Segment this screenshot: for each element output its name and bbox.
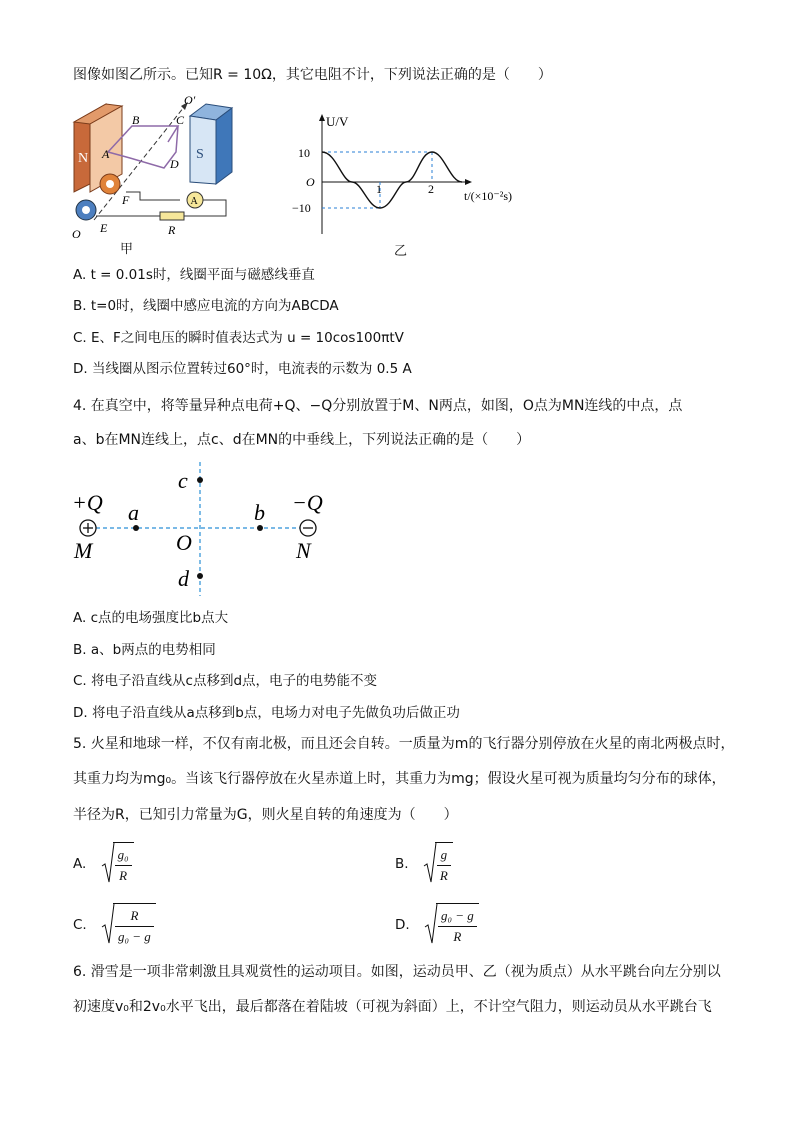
label-b: B <box>132 113 140 127</box>
q4-option-c[interactable]: C. 将电子沿直线从c点移到d点，电子的电势能不变 <box>73 673 378 689</box>
label-c-point: c <box>178 468 188 493</box>
label-m: M <box>74 538 93 563</box>
label-o-prime: O′ <box>184 93 196 107</box>
q6-stem-line2: 初速度v₀和2v₀水平飞出，最后都落在着陆坡（可视为斜面）上，不计空气阻力，则运动员从水平跳台飞 <box>73 999 712 1015</box>
q4-option-a[interactable]: A. c点的电场强度比b点大 <box>73 610 229 626</box>
q4-stem-line1: 4. 在真空中，将等量异种点电荷+Q、−Q分别放置于M、N两点，如图，O点为MN连线的中点，点 <box>73 398 683 414</box>
label-a: A <box>102 147 110 161</box>
ammeter-label: A <box>190 196 198 207</box>
origin-label: O <box>306 175 315 189</box>
magnet-s-label: S <box>196 147 204 162</box>
q5-option-a[interactable]: A. $\frac{\text{g₀}}{R}$ <box>73 842 134 886</box>
q5-stem-line1: 5. 火星和地球一样，不仅有南北极，而且还会自转。一质量为m的飞行器分别停放在火星的南北两极点时， <box>73 736 735 752</box>
label-minus-q: −Q <box>292 490 323 515</box>
voltage-graph <box>290 112 540 238</box>
q3-intro: 图像如图乙所示。已知R = 10Ω，其它电阻不计，下列说法正确的是（ ） <box>73 67 552 83</box>
charges-figure <box>70 458 340 600</box>
x-tick-1: 1 <box>376 182 382 196</box>
caption-jia: 甲 <box>120 242 134 257</box>
q5-stem-line3: 半径为R，已知引力常量为G，则火星自转的角速度为（ ） <box>73 807 458 823</box>
y-axis-label: U/V <box>326 114 349 129</box>
q5-option-d[interactable]: D. $\frac{\text{g₀ − g}}{R}$ <box>395 903 479 947</box>
q3-option-a[interactable]: A. t = 0.01s时，线圈平面与磁感线垂直 <box>73 267 315 283</box>
label-a-point: a <box>128 500 139 525</box>
q5-option-b[interactable]: B. $\frac{g}{R}$ <box>395 842 453 886</box>
label-b-point: b <box>254 500 265 525</box>
magnet-n-label: N <box>78 151 89 166</box>
label-plus-q: +Q <box>72 490 103 515</box>
x-axis-label: t/(×10⁻²s) <box>464 189 513 203</box>
label-n: N <box>296 538 311 563</box>
label-c: C <box>176 113 185 127</box>
q6-stem-line1: 6. 滑雪是一项非常刺激且具观赏性的运动项目。如图，运动员甲、乙（视为质点）从水平跳台向左分别以 <box>73 964 721 980</box>
q4-option-b[interactable]: B. a、b两点的电势相同 <box>73 642 216 658</box>
label-e: E <box>100 221 108 235</box>
q4-stem-line2: a、b在MN连线上，点c、d在MN的中垂线上，下列说法正确的是（ ） <box>73 432 531 448</box>
q3-option-d[interactable]: D. 当线圈从图示位置转过60°时，电流表的示数为 0.5 A <box>73 361 412 377</box>
q5-stem-line2: 其重力均为mg₀。当该飞行器停放在火星赤道上时，其重力为mg；假设火星可视为质量均匀分布的球体， <box>73 771 726 787</box>
q5-option-c[interactable]: C. $\frac{R}{\text{g₀ − g}}$ <box>73 903 156 947</box>
label-o: O <box>72 227 81 241</box>
x-tick-2: 2 <box>428 182 434 196</box>
label-r: R <box>168 223 176 237</box>
q4-option-d[interactable]: D. 将电子沿直线从a点移到b点，电场力对电子先做负功后做正功 <box>73 705 460 721</box>
q3-option-b[interactable]: B. t=0时，线圈中感应电流的方向为ABCDA <box>73 298 339 314</box>
q3-option-c[interactable]: C. E、F之间电压的瞬时值表达式为 u = 10cos100πtV <box>73 330 404 346</box>
caption-yi: 乙 <box>394 244 408 259</box>
label-f: F <box>122 193 130 207</box>
y-tick-10: 10 <box>298 146 310 160</box>
y-tick-neg10: −10 <box>292 201 311 215</box>
label-d-point: d <box>178 566 189 591</box>
label-d: D <box>170 157 179 171</box>
generator-figure <box>60 92 240 242</box>
label-o-center: O <box>176 530 192 555</box>
